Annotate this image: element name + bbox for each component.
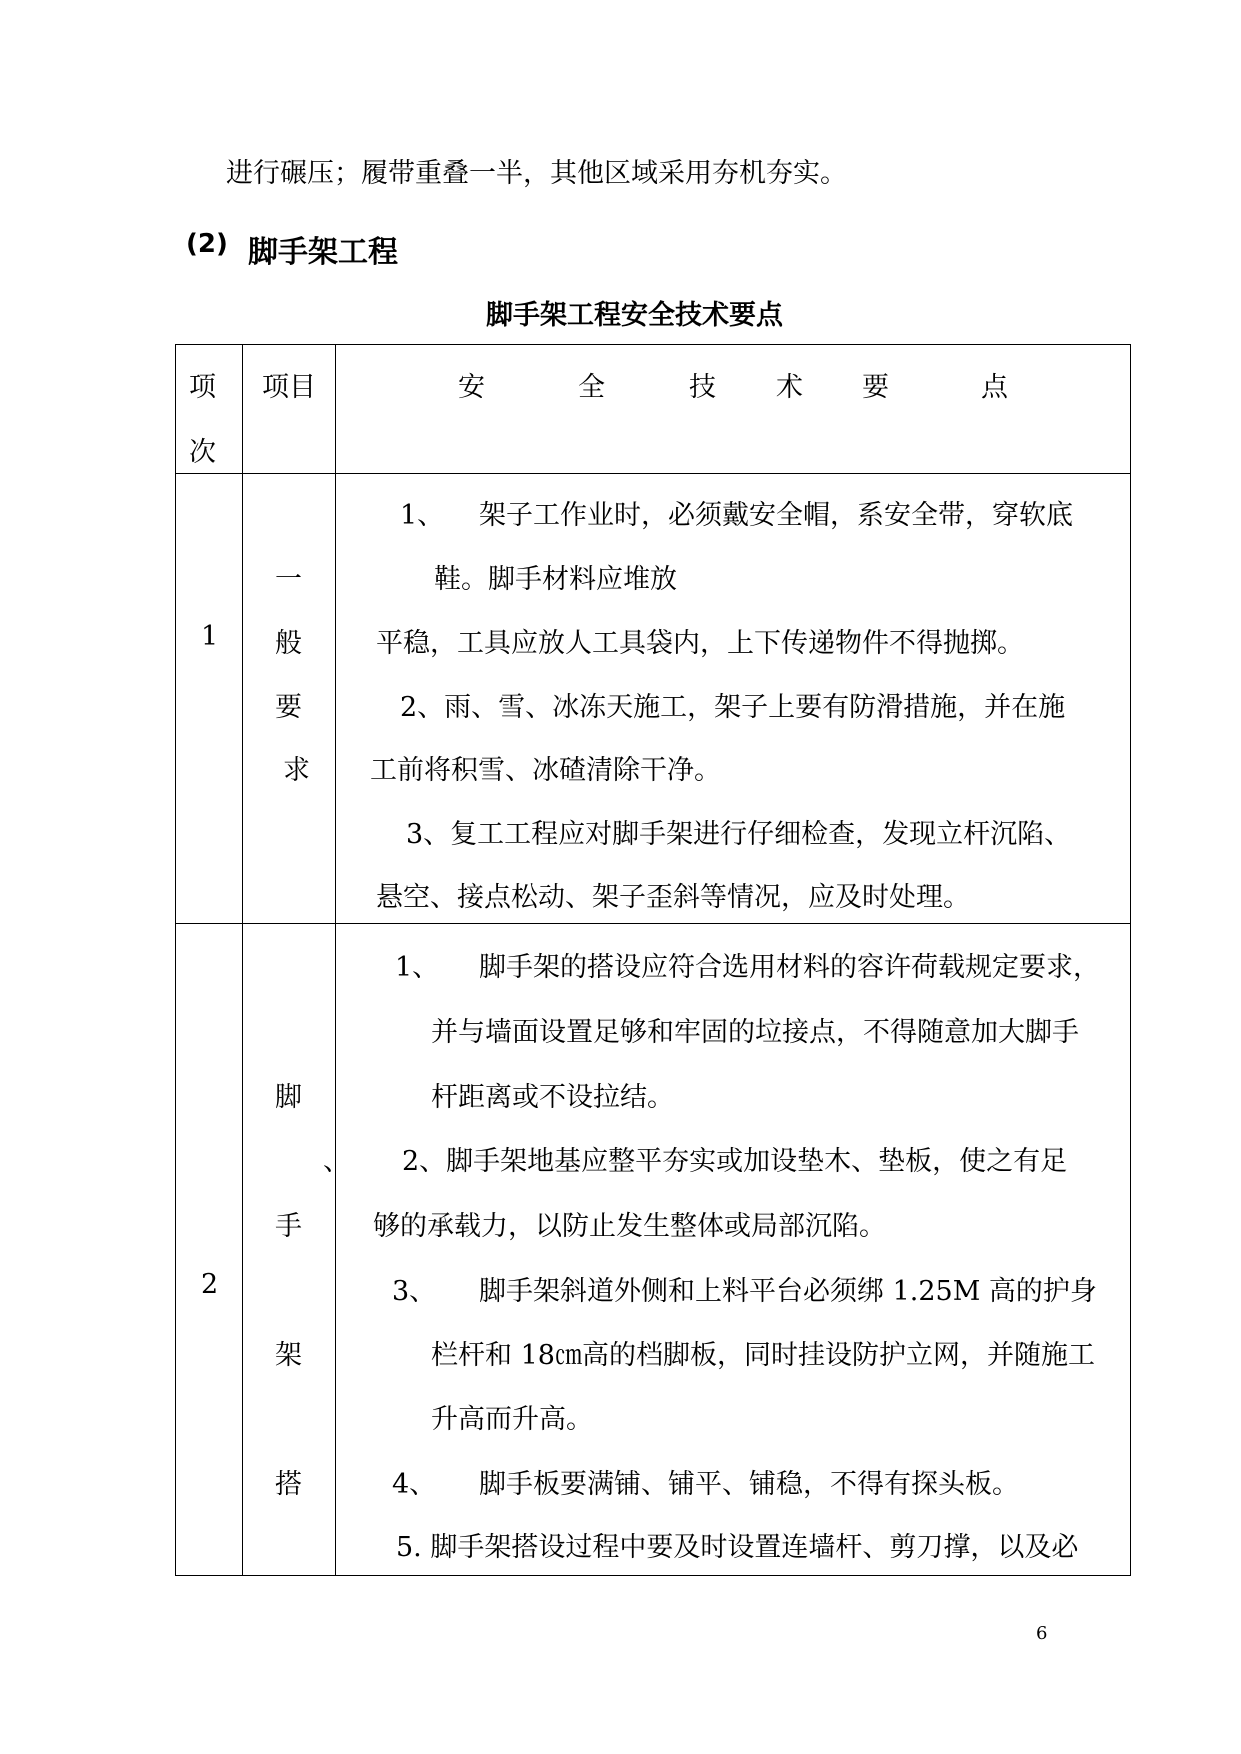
safety-points-table xyxy=(175,344,1131,1576)
column-divider xyxy=(242,345,243,1575)
row2-point4-number: 4、 xyxy=(392,1469,437,1500)
row1-point1-number: 1、 xyxy=(400,500,445,531)
header-char: 技 xyxy=(689,372,716,403)
row1-index: 1 xyxy=(201,621,219,652)
row-divider xyxy=(176,473,1130,474)
row1-line: 2、雨、雪、冰冻天施工，架子上要有防滑措施，并在施 xyxy=(400,692,1066,723)
table-title: 脚手架工程安全技术要点 xyxy=(486,300,783,331)
header-char: 要 xyxy=(862,372,889,403)
header-char: 安 xyxy=(458,372,485,403)
row-divider xyxy=(176,923,1130,924)
row2-item-char: 脚 xyxy=(275,1082,302,1113)
row2-line: 升高而升高。 xyxy=(431,1404,593,1435)
row2-line: 2、脚手架地基应整平夯实或加设垫木、垫板，使之有足 xyxy=(402,1146,1068,1177)
row1-line: 悬空、接点松动、架子歪斜等情况，应及时处理。 xyxy=(376,882,970,913)
row2-stray-mark: 、 xyxy=(323,1146,350,1177)
row2-line: 栏杆和 18㎝高的档脚板，同时挂设防护立网，并随施工 xyxy=(431,1340,1095,1371)
section-title: 脚手架工程 xyxy=(248,235,398,270)
row2-line: 5. 脚手架搭设过程中要及时设置连墙杆、剪刀撑，以及必 xyxy=(396,1532,1079,1563)
header-char: 全 xyxy=(578,372,605,403)
row2-line: 并与墙面设置足够和牢固的垃接点，不得随意加大脚手 xyxy=(431,1017,1079,1048)
row2-point1-number: 1、 xyxy=(395,952,440,983)
row1-item-char: 般 xyxy=(275,628,302,659)
row1-item-char: 一 xyxy=(275,564,302,595)
row1-line: 平稳，工具应放人工具袋内，上下传递物件不得抛掷。 xyxy=(376,628,1024,659)
row1-line: 3、复工工程应对脚手架进行仔细检查，发现立杆沉陷、 xyxy=(406,819,1072,850)
header-item: 项目 xyxy=(262,372,316,403)
row2-item-char: 手 xyxy=(275,1211,302,1242)
row2-line: 脚手架的搭设应符合选用材料的容许荷载规定要求， xyxy=(479,952,1100,983)
header-safety-points xyxy=(176,365,1130,403)
intro-line: 进行碾压；履带重叠一半，其他区域采用夯机夯实。 xyxy=(226,158,847,189)
column-divider xyxy=(335,345,336,1575)
row2-line: 脚手板要满铺、铺平、铺稳，不得有探头板。 xyxy=(479,1469,1019,1500)
row2-index: 2 xyxy=(201,1269,219,1300)
row2-item-char: 搭 xyxy=(275,1469,302,1500)
section-number: (2) xyxy=(186,229,228,259)
header-char: 术 xyxy=(776,372,803,403)
row2-line: 脚手架斜道外侧和上料平台必须绑 1.25M 高的护身 xyxy=(479,1276,1097,1307)
page-number: 6 xyxy=(1036,1623,1048,1644)
header-index-line1: 项 xyxy=(189,372,216,403)
row2-line: 够的承载力，以防止发生整体或局部沉陷。 xyxy=(373,1211,886,1242)
row2-line: 杆距离或不设拉结。 xyxy=(431,1082,674,1113)
row2-item-char: 架 xyxy=(275,1340,302,1371)
row1-line: 架子工作业时，必须戴安全帽，系安全带，穿软底 xyxy=(479,500,1073,531)
header-char: 点 xyxy=(981,372,1008,403)
row1-line: 鞋。脚手材料应堆放 xyxy=(434,564,677,595)
row2-point3-number: 3、 xyxy=(392,1276,437,1307)
header-index-line2: 次 xyxy=(189,437,216,468)
row1-item-char: 求 xyxy=(283,755,310,786)
row1-line: 工前将积雪、冰碴清除干净。 xyxy=(370,755,721,786)
row1-item-char: 要 xyxy=(275,692,302,723)
